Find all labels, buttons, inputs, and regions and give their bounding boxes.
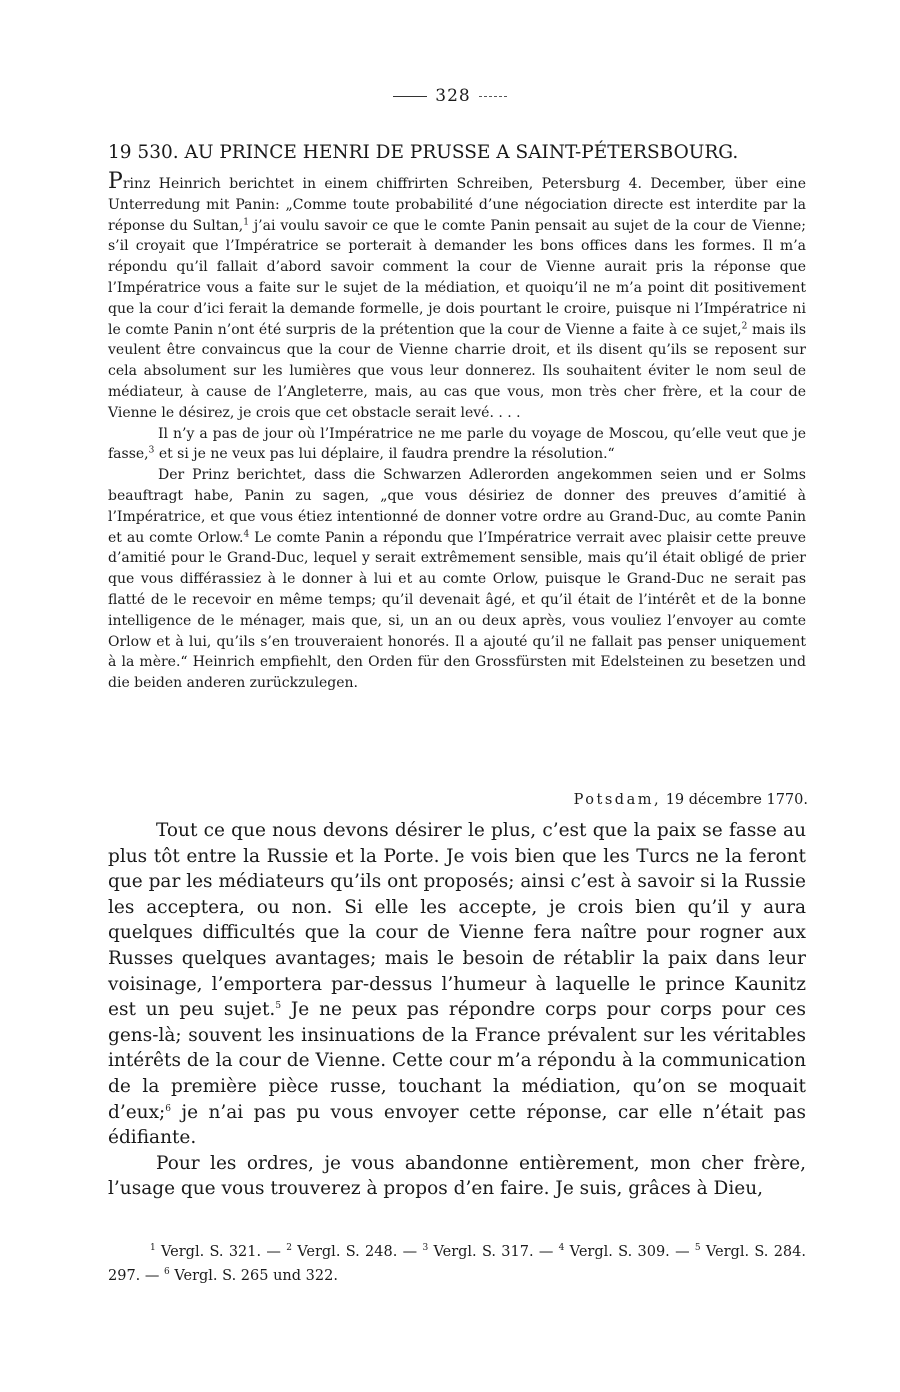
- footnote-text: Vergl. S. 309. —: [564, 1244, 695, 1260]
- footnote-ref: 6: [165, 1103, 171, 1114]
- footnote-number: 4: [558, 1243, 565, 1254]
- summary-paragraph: [108, 424, 806, 466]
- summary-text: mais ils veulent être convaincus que la cour de Vienne charrie droit, et ils disent qu’ils se reposent sur cela absolument sur les lumières que vous leur donnerez. Ils souhaitent éviter le nom seul de médiateur, à cause de l’Angleterre, mais, au cas que vous, mon très cher frère, et la cour de Vienne le désirez, je crois que cet obstacle serait levé. . . .: [108, 321, 806, 421]
- summary-block: [108, 169, 806, 694]
- summary-text: et si je ne veux pas lui déplaire, il faudra prendre la résolution.“: [154, 446, 615, 463]
- letter-heading: 19 530. AU PRINCE HENRI DE PRUSSE A SAINT-PÉTERSBOURG.: [108, 142, 739, 163]
- footnotes: [108, 1240, 806, 1288]
- drop-initial: P: [108, 169, 123, 194]
- summary-paragraph: [108, 465, 806, 694]
- summary-text: rinz Heinrich berichtet in einem chiffrirten Schreiben, Petersburg 4. December, über eine Unterredung mit Panin: „Comme toute probabilité d’une négociation directe est interdite par la réponse du Sultan,: [108, 176, 806, 234]
- date: 19 décembre 1770.: [661, 792, 808, 808]
- footnote-number: 6: [164, 1267, 170, 1278]
- footnote-text: Vergl. S. 317. —: [428, 1244, 559, 1260]
- letter-paragraph: [108, 818, 806, 1151]
- footnote-ref: 4: [243, 528, 250, 539]
- page-number: 328: [435, 86, 471, 106]
- summary-text: Der Prinz berichtet, dass die Schwarzen Adlerorden angekommen seien und er Solms beauftragt habe, Panin zu sagen, „que vous désiriez de donner des preuves d’amitié à l’Impératrice, et que vous étiez intentionné de donner votre ordre au Grand-Duc, au comte Panin et au comte Orlow.: [108, 467, 806, 546]
- page-header: [0, 86, 900, 106]
- summary-paragraph: [108, 169, 806, 424]
- summary-text: Il n’y a pas de jour où l’Impératrice ne me parle du voyage de Moscou, qu’elle veut que je fasse,: [108, 425, 806, 463]
- letter-text: Tout ce que nous devons désirer le plus, c’est que la paix se fasse au plus tôt entre la Russie et la Porte. Je vois bien que les Turcs ne la feront que par les médiateurs qu’ils ont proposés; ainsi c’est à savoir si la Russie les acceptera, ou non. Si elle les accepte, je crois bien qu’il y aura quelques difficultés que la cour de Vienne fera naître pour rogner aux Russes quelques avantages; mais le besoin de rétablir la paix dans leur voisinage, l’emportera par-dessus l’humeur à laquelle le prince Kaunitz est un peu sujet.: [108, 820, 806, 1021]
- summary-text: j’ai voulu savoir ce que le comte Panin pensait au sujet de la cour de Vienne; s’il croyait que l’Impératrice se porterait à demander les bons offices dans les formes. Il m’a répondu qu’il fallait d’abord savoir comment la cour de Vienne aurait pris la réponse que l’Impératrice vous a faite sur le sujet de la médiation, et quoiqu’il ne m’a point dit positivement que la cour d’ici ferait la demande formelle, je dois pourtant le croire, puisque ni l’Impératrice ni le comte Panin n’ont été surpris de la prétention que la cour de Vienne a faite à ce sujet,: [108, 217, 806, 338]
- place: Potsdam,: [573, 792, 662, 808]
- footnote-ref: 1: [243, 216, 249, 227]
- summary-text: Le comte Panin a répondu que l’Impératrice verrait avec plaisir cette preuve d’amitié pour le Grand-Duc, lequel y serait extrêmement sensible, mais qu’il était obligé de prier que vous différassiez à le donner à lui et au comte Orlow, puisque le Grand-Duc ne serait pas flatté de le recevoir en même temps; qu’il devenait âgé, et qu’il était de l’intérêt et de la bonne intelligence de le ménager, mais que, si, un an ou deux après, vous vouliez l’envoyer au comte Orlow et à lui, qu’ils s’en trouveraient honorés. Il a ajouté qu’il ne fallait pas penser uniquement à la mère.“ Heinrich empfiehlt, den Orden für den Grossfürsten mit Edelsteinen zu besetzen und die beiden anderen zurückzulegen.: [108, 529, 806, 692]
- footnote-text: Vergl. S. 321. —: [155, 1244, 287, 1260]
- footnote-text: Vergl. S. 248. —: [291, 1244, 423, 1260]
- footnote-ref: 5: [275, 1001, 282, 1011]
- footnote-ref: 2: [741, 320, 748, 331]
- footnote-ref: 3: [148, 445, 155, 456]
- footnote-line: [108, 1240, 806, 1288]
- rule-left: [393, 96, 427, 97]
- footnote-text: Vergl. S. 265 und 322.: [169, 1268, 338, 1284]
- footnote-number: 5: [694, 1243, 701, 1254]
- letter-body: [108, 818, 806, 1202]
- letter-paragraph: Pour les ordres, je vous abandonne entièrement, mon cher frère, l’usage que vous trouverez à propos d’en faire. Je suis, grâces à Dieu,: [108, 1152, 806, 1200]
- footnote-text: Vergl. S. 284. 297. —: [108, 1244, 806, 1284]
- dateline: [574, 792, 808, 808]
- letter-text: Je ne peux pas répondre corps pour corps pour ces gens-là; souvent les insinuations de la France prévalent sur les véritables intérêts de la cour de Vienne. Cette cour m’a répondu à la communication de la première pièce russe, touchant la médiation, qu’on se moquait d’eux;: [108, 999, 807, 1123]
- footnote-number: 1: [150, 1243, 156, 1254]
- footnote-number: 2: [286, 1243, 292, 1254]
- footnote-number: 3: [422, 1243, 429, 1254]
- rule-right: [479, 96, 507, 97]
- letter-text: je n’ai pas pu vous envoyer cette réponse, car elle n’était pas édifiante.: [108, 1101, 806, 1149]
